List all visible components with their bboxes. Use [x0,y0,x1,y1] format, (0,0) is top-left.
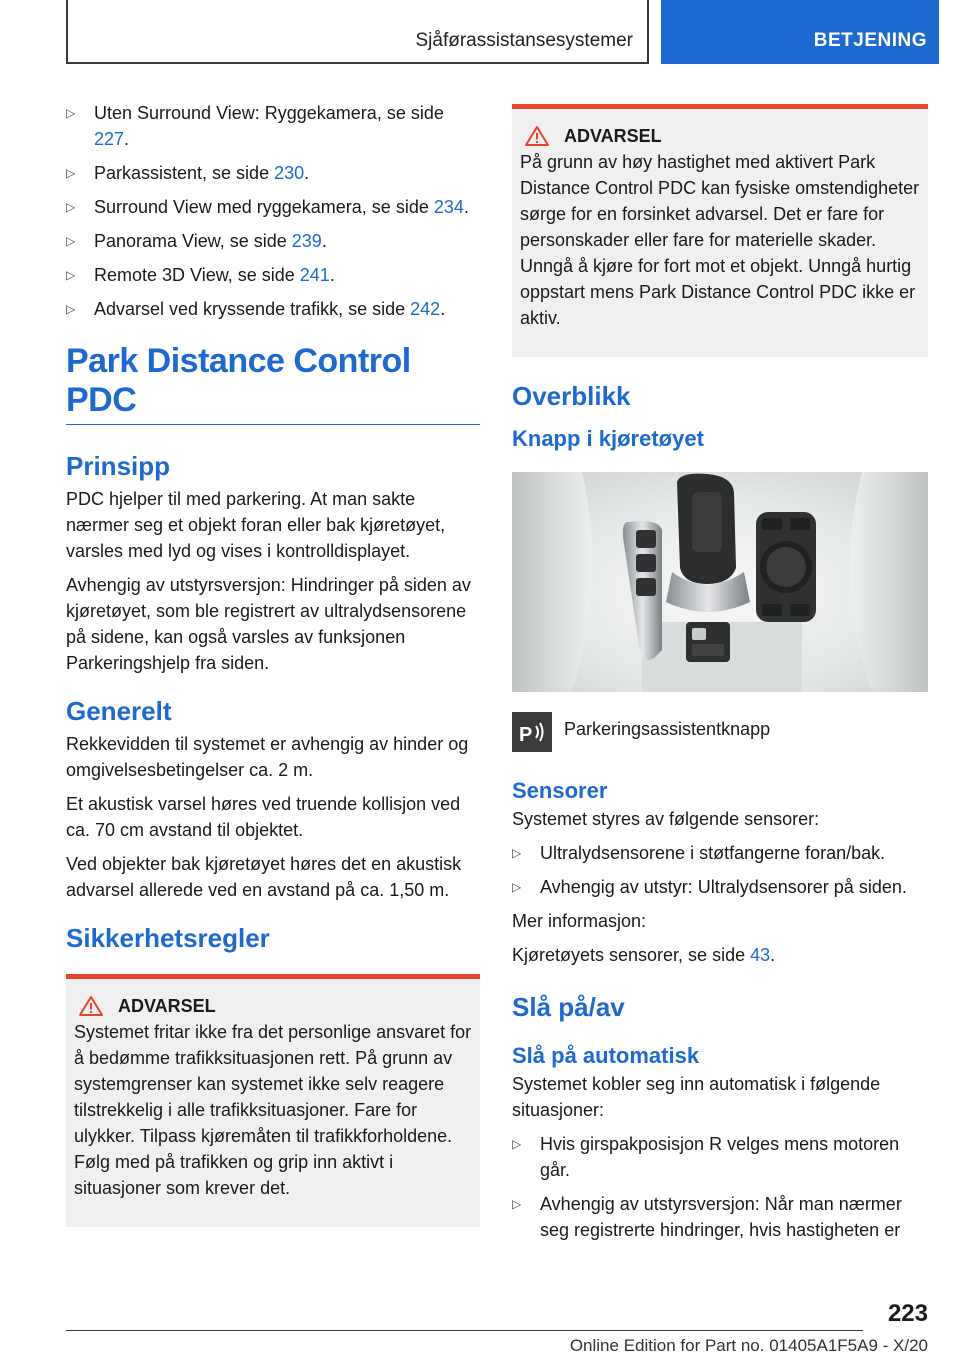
warning-title-row [520,125,920,147]
caption-text: Parkeringsassistentknapp [564,719,771,739]
page-number: 223 [887,1300,928,1327]
triangle-bullet-icon: ▷ [512,846,522,860]
sensorer-list [512,840,928,900]
right-column [512,100,928,1251]
prinsipp-paragraph-2: Avhengig av utstyrsversjon: Hindringer på siden av kjøretøyet, som ble registrert av ultralydsensorene på sidene, kan også varsles av funksjonen Parkeringshjelp fra siden. [66,575,471,673]
header-section-box [66,0,649,64]
generelt-heading: Generelt [66,696,172,726]
section-title: Park Distance Control PDC [66,342,480,425]
footer-edition: Online Edition for Part no. 01405A1F5A9 - X/20 [569,1336,928,1355]
list-item: ▷ Ultralydsensorene i støtfangerne foran/bak. [512,840,928,866]
prinsipp-paragraph-1: PDC hjelper til med parkering. At man sakte nærmer seg et objekt foran eller bak kjøretøyet, varsles med lyd og vises i kontrolldisplayet. [66,489,446,561]
center-console-photo [512,472,928,692]
generelt-paragraph-2: Et akustisk varsel høres ved truende kollisjon ved ca. 70 cm avstand til objektet. [66,794,461,840]
generelt-paragraph-3: Ved objekter bak kjøretøyet høres det en akustisk advarsel allerede ved en avstand på ca. 1,50 m. [66,854,462,900]
list-item: ▷ Uten Surround View: Ryggekamera, se side 227. [66,100,480,152]
sensor-reference: Kjøretøyets sensorer, se side 43. [512,945,776,965]
warning-triangle-icon [78,995,104,1017]
page-link[interactable]: 227 [94,129,125,149]
header-section-title: Sjåførassistansesystemer [415,30,633,51]
list-item: ▷ Surround View med ryggekamera, se side 234. [66,194,480,220]
list-item: ▷ Parkassistent, se side 230. [66,160,480,186]
warning-title: ADVARSEL [564,125,662,146]
page-link[interactable]: 230 [274,163,305,183]
left-column [66,100,480,1227]
related-links-list [66,100,480,322]
triangle-bullet-icon: ▷ [512,1137,522,1151]
sikkerhetsregler-heading: Sikkerhetsregler [66,923,270,953]
list-item: ▷ Panorama View, se side 239. [66,228,480,254]
knapp-heading: Knapp i kjøretøyet [512,426,704,451]
sensorer-heading: Sensorer [512,778,608,803]
list-item: ▷ Advarsel ved kryssende trafikk, se side 242. [66,296,480,322]
warning-box [66,974,480,1227]
triangle-bullet-icon: ▷ [512,1197,522,1211]
slaa-auto-list [512,1131,928,1243]
header-chapter-label: BETJENING [813,30,927,51]
warning-title: ADVARSEL [118,995,216,1016]
svg-text:P: P [519,724,533,746]
triangle-bullet-icon: ▷ [66,302,76,316]
slaa-auto-intro: Systemet kobler seg inn automatisk i følgende situasjoner: [512,1074,881,1120]
triangle-bullet-icon: ▷ [66,234,76,248]
more-info-label: Mer informasjon: [512,911,647,931]
list-item: ▷ Remote 3D View, se side 241. [66,262,480,288]
page-link[interactable]: 234 [433,197,464,217]
warning-triangle-icon [524,125,550,147]
warning-text: På grunn av høy hastighet med aktivert Park Distance Control PDC kan fysiske omstendigheter sørge for en forsinket advarsel. Det er fare for personskader eller fare for materielle skader. Unngå å kjøre for fort mot et objekt. Unngå hurtig oppstart mens Park Distance Control PDC ikke er aktiv. [520,152,920,328]
header-chapter-tab[interactable] [661,0,939,64]
list-item: ▷ Hvis girspakposisjon R velges mens motoren går. [512,1131,928,1183]
sensorer-intro: Systemet styres av følgende sensorer: [512,809,820,829]
warning-box [512,104,928,357]
slaa-paa-av-heading: Slå på/av [512,992,625,1022]
prinsipp-heading: Prinsipp [66,451,171,481]
triangle-bullet-icon: ▷ [66,106,76,120]
center-console-illustration [512,472,928,692]
generelt-paragraph-1: Rekkevidden til systemet er avhengig av hinder og omgivelsesbetingelser ca. 2 m. [66,734,469,780]
page-link[interactable]: 241 [299,265,330,285]
triangle-bullet-icon: ▷ [512,880,522,894]
triangle-bullet-icon: ▷ [66,200,76,214]
parking-assistant-icon [512,712,552,752]
list-item: ▷ Avhengig av utstyr: Ultralydsensorer på siden. [512,874,928,900]
page-link[interactable]: 43 [750,945,771,965]
slaa-paa-automatisk-heading: Slå på automatisk [512,1043,700,1068]
warning-title-row [74,995,472,1017]
warning-text: Systemet fritar ikke fra det personlige ansvaret for å bedømme trafikksituasjonen rett. På grunn av systemgrenser kan systemet ikke selv reagere tilstrekkelig i alle trafikksituasjoner. Fare for ulykker. Tilpass kjøremåten til trafikkforholdene. Følg med på trafikken og grip inn aktivt i situasjoner som krever det. [74,1022,472,1198]
triangle-bullet-icon: ▷ [66,268,76,282]
page-link[interactable]: 242 [410,299,441,319]
page-link[interactable]: 239 [291,231,322,251]
photo-caption [512,712,928,752]
triangle-bullet-icon: ▷ [66,166,76,180]
overblikk-heading: Overblikk [512,381,631,411]
list-item: ▷ Avhengig av utstyrsversjon: Når man nærmer seg registrerte hindringer, hvis hastigheten er [512,1191,928,1243]
footer-divider [66,1330,863,1331]
